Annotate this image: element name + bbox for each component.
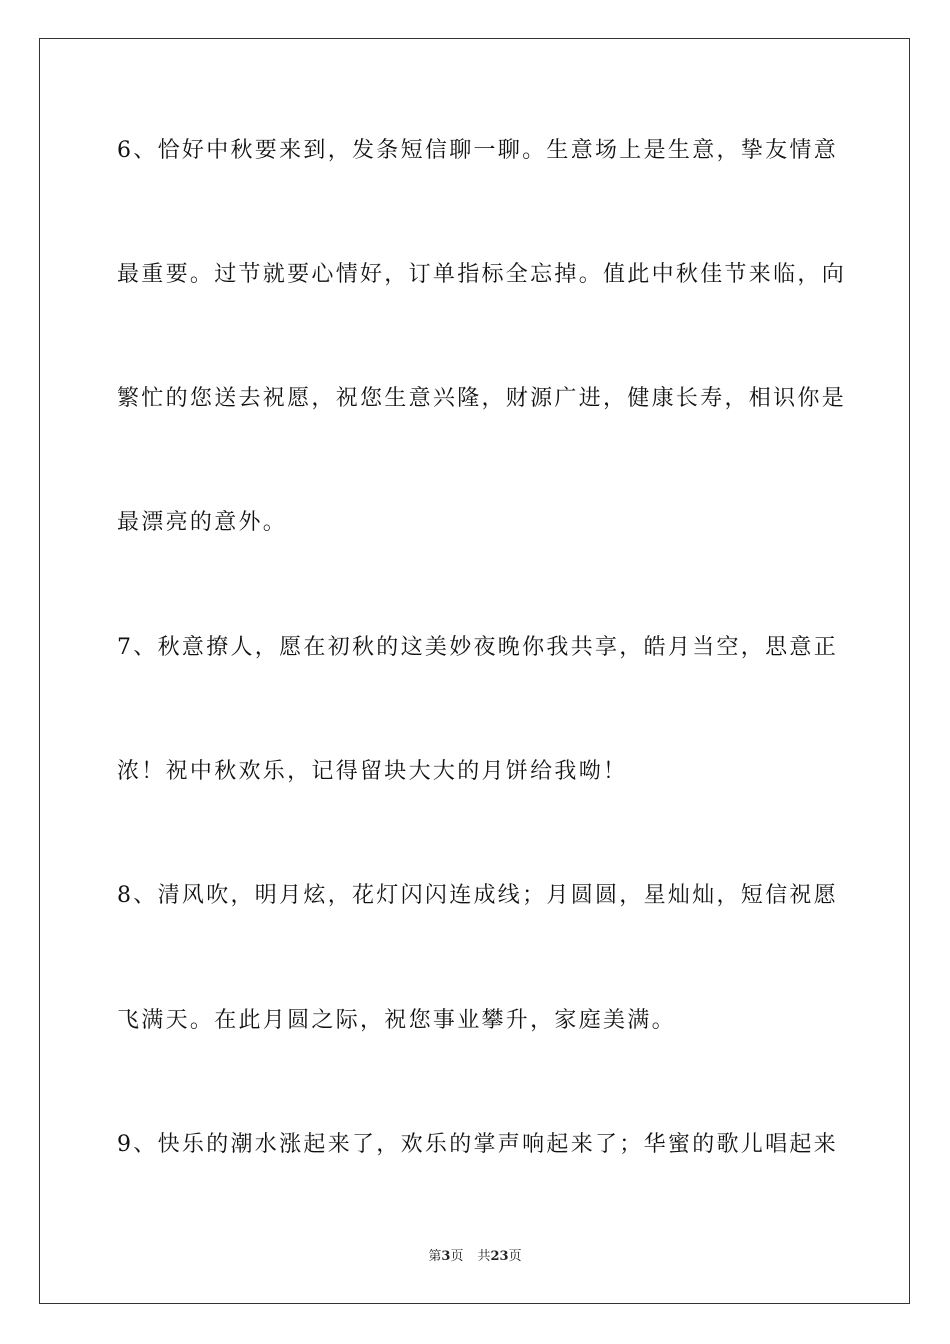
page-prefix: 第 bbox=[428, 1249, 442, 1264]
paragraph-7-line-1: 7、秋意撩人，愿在初秋的这美妙夜晚你我共享，皓月当空，思意正 bbox=[117, 635, 838, 660]
page-footer bbox=[0, 1248, 950, 1266]
total-prefix: 共 bbox=[477, 1249, 491, 1264]
paragraph-7-line-2: 浓！祝中秋欢乐，记得留块大大的月饼给我呦！ bbox=[117, 759, 628, 784]
paragraph-8-line-1: 8、清风吹，明月炫，花灯闪闪连成线；月圆圆，星灿灿，短信祝愿 bbox=[117, 883, 838, 908]
total-pages: 23 bbox=[490, 1249, 509, 1264]
page-frame bbox=[39, 38, 910, 1304]
paragraph-6-line-1: 6、恰好中秋要来到，发条短信聊一聊。生意场上是生意，挚友情意 bbox=[117, 138, 838, 163]
paragraph-6-line-3: 繁忙的您送去祝愿，祝您生意兴隆，财源广进，健康长寿，相识你是 bbox=[117, 386, 847, 411]
paragraph-9-line-1: 9、快乐的潮水涨起来了，欢乐的掌声响起来了；华蜜的歌儿唱起来 bbox=[117, 1132, 838, 1157]
paragraph-8-line-2: 飞满天。在此月圆之际，祝您事业攀升，家庭美满。 bbox=[117, 1008, 676, 1033]
page-suffix: 页 bbox=[450, 1249, 464, 1264]
paragraph-6-line-4: 最漂亮的意外。 bbox=[117, 510, 288, 535]
page-number: 3 bbox=[441, 1249, 451, 1264]
paragraph-6-line-2: 最重要。过节就要心情好，订单指标全忘掉。值此中秋佳节来临，向 bbox=[117, 262, 847, 287]
total-suffix: 页 bbox=[508, 1249, 522, 1264]
